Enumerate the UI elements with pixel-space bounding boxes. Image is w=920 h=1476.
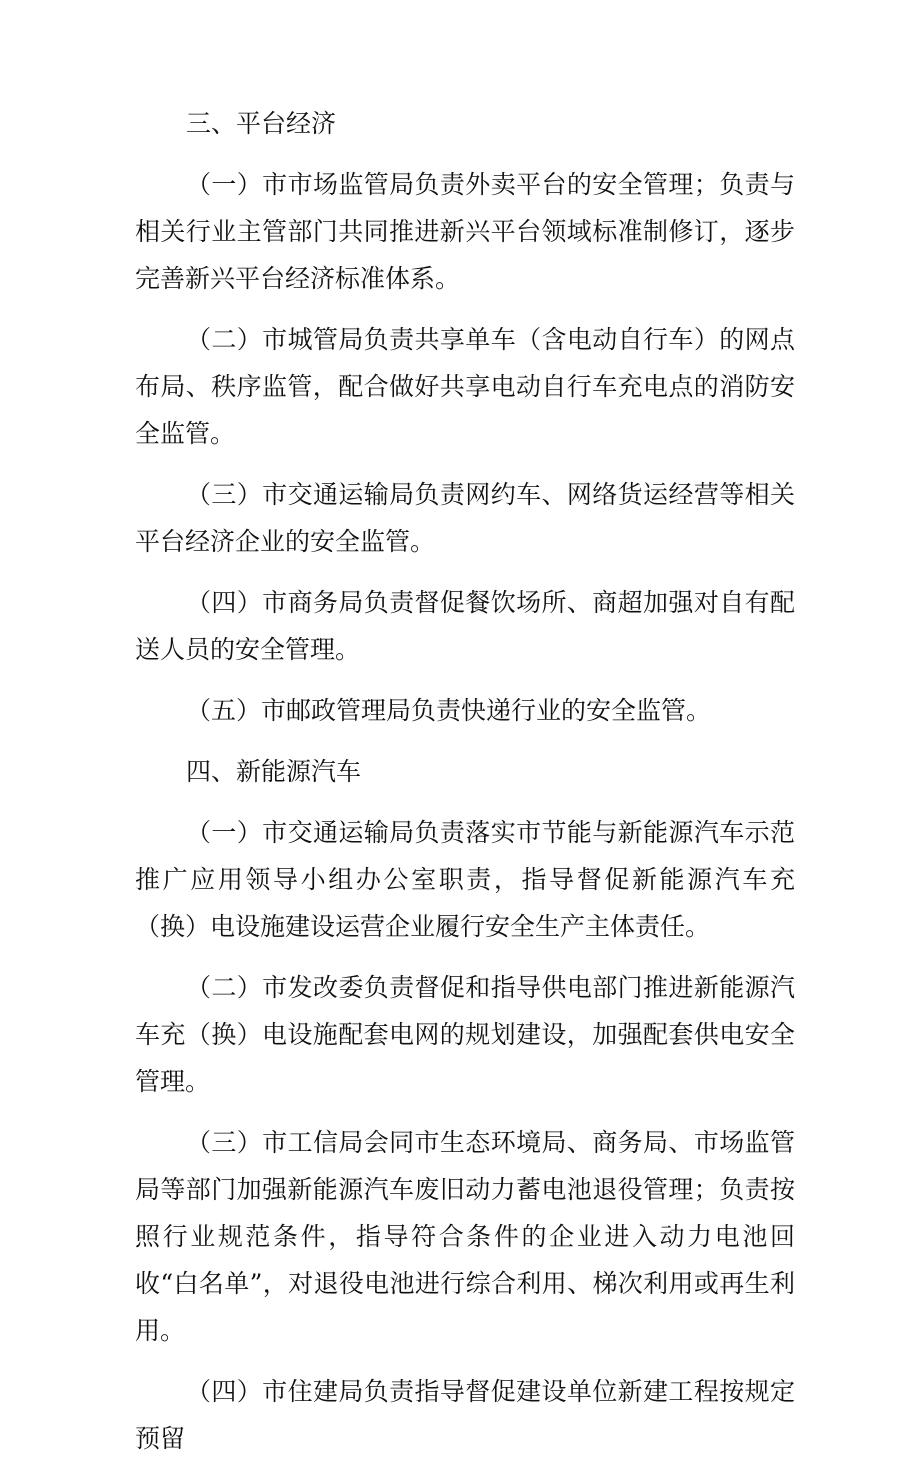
paragraph-transport-bureau: （三）市交通运输局负责网约车、网络货运经营等相关平台经济企业的安全监管。	[135, 480, 795, 556]
paragraph-transport-charging: （一）市交通运输局负责落实市节能与新能源汽车示范推广应用领导小组办公室职责，指导督促新能源汽车充（换）电设施建设运营企业履行安全生产主体责任。	[135, 818, 795, 941]
paragraph-commerce-bureau: （四）市商务局负责督促餐饮场所、商超加强对自有配送人员的安全管理。	[135, 588, 795, 664]
paragraph-urban-management: （二）市城管局负责共享单车（含电动自行车）的网点布局、秩序监管，配合做好共享电动自行车充电点的消防安全监管。	[135, 325, 795, 448]
section-heading-platform-economy: 三、平台经济	[186, 109, 337, 138]
section-heading-new-energy-vehicles: 四、新能源汽车	[186, 757, 362, 786]
paragraph-development-reform: （二）市发改委负责督促和指导供电部门推进新能源汽车充（换）电设施配套电网的规划建设，加强配套供电安全管理。	[135, 973, 795, 1096]
paragraph-industry-information: （三）市工信局会同市生态环境局、商务局、市场监管局等部门加强新能源汽车废旧动力蓄电池退役管理；负责按照行业规范条件，指导符合条件的企业进入动力电池回收“白名单”，对退役电池进行综合利用、梯次利用或再生利用。	[135, 1128, 795, 1345]
document-body	[135, 100, 795, 1476]
paragraph-housing-construction: （四）市住建局负责指导督促建设单位新建工程按规定预留	[135, 1377, 795, 1453]
paragraph-market-supervision: （一）市市场监管局负责外卖平台的安全管理；负责与相关行业主管部门共同推进新兴平台领域标准制修订，逐步完善新兴平台经济标准体系。	[135, 170, 795, 293]
paragraph-postal-bureau: （五）市邮政管理局负责快递行业的安全监管。	[186, 696, 712, 725]
